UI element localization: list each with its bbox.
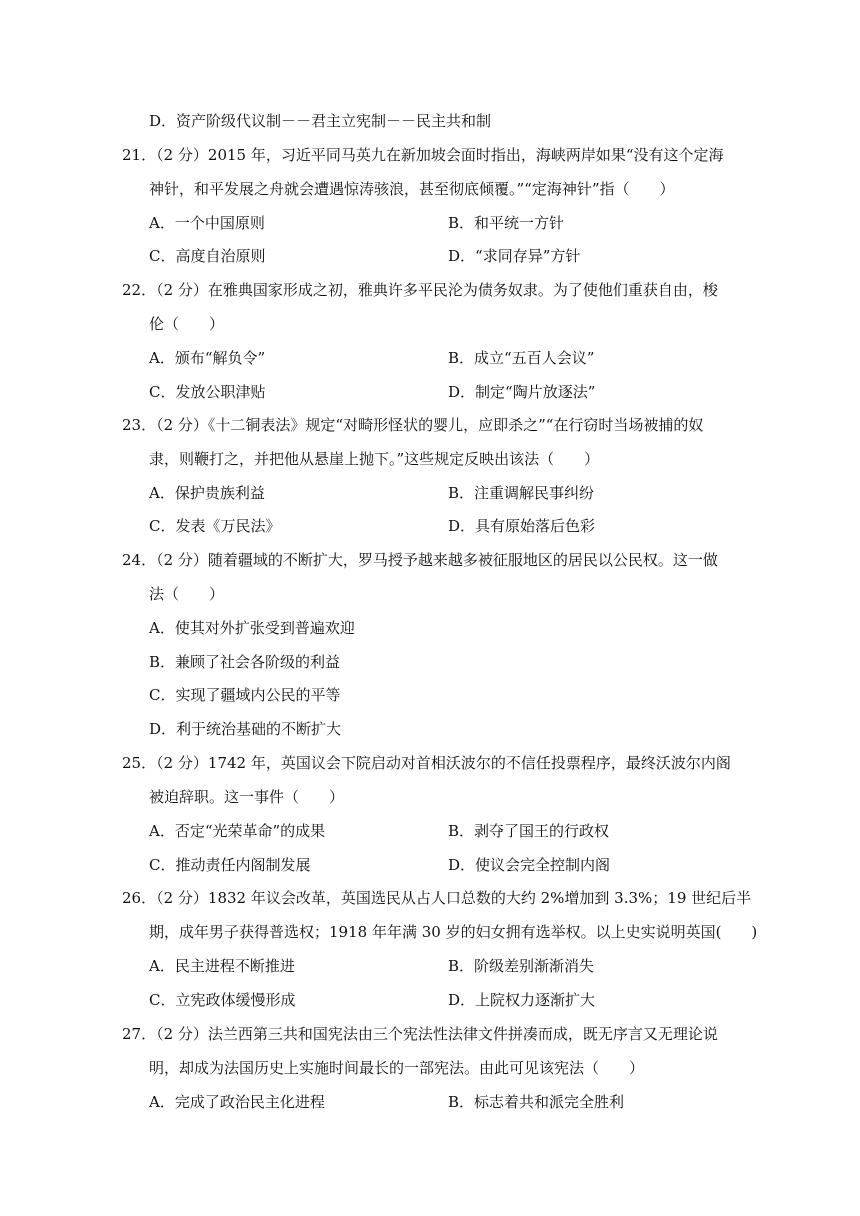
- q24-option-a: A．使其对外扩张受到普遍欢迎: [149, 619, 355, 637]
- q23-option-c: C．发表《万民法》: [149, 517, 281, 535]
- q24-option-c: C．实现了疆域内公民的平等: [149, 686, 341, 704]
- q25-option-a: A．否定“光荣革命”的成果: [149, 822, 326, 840]
- q21-option-d: D．“求同存异”方针: [448, 247, 581, 265]
- q22-option-d: D．制定“陶片放逐法”: [448, 383, 596, 401]
- q20-option-d: D．资产阶级代议制－－君主立宪制－－民主共和制: [149, 112, 492, 130]
- q22-stem-line-1: 22．（2 分）在雅典国家形成之初，雅典许多平民沦为债务奴隶。为了使他们重获自由，梭: [122, 281, 718, 299]
- q23-stem-line-2: 隶，则鞭打之，并把他从悬崖上抛下。”这些规定反映出该法（ ）: [149, 450, 600, 468]
- q22-stem-line-2: 伦（ ）: [149, 315, 225, 333]
- q26-option-b: B．阶级差别渐渐消失: [448, 957, 595, 975]
- q22-option-b: B．成立“五百人会议”: [448, 349, 595, 367]
- q27-stem-line-2: 明，却成为法国历史上实施时间最长的一部宪法。由此可见该宪法（ ）: [149, 1059, 645, 1077]
- q26-stem-line-2: 期，成年男子获得普选权；1918 年年满 30 岁的妇女拥有选举权。以上史实说明英国( ): [149, 923, 758, 941]
- q21-stem-line-2: 神针，和平发展之舟就会遭遇惊涛骇浪，甚至彻底倾覆。”“定海神针”指（ ）: [149, 180, 675, 198]
- q25-stem-line-2: 被迫辞职。这一事件（ ）: [149, 788, 345, 806]
- q26-option-c: C．立宪政体缓慢形成: [149, 991, 296, 1009]
- q23-option-a: A．保护贵族利益: [149, 484, 265, 502]
- q24-stem-line-2: 法（ ）: [149, 585, 225, 603]
- q27-stem-line-1: 27．（2 分）法兰西第三共和国宪法由三个宪法性法律文件拼凑而成，既无序言又无理论说: [122, 1025, 718, 1043]
- q25-option-c: C．推动责任内阁制发展: [149, 856, 311, 874]
- q22-option-c: C．发放公职津贴: [149, 383, 266, 401]
- q21-option-b: B．和平统一方针: [448, 214, 565, 232]
- q25-option-d: D．使议会完全控制内阁: [448, 856, 611, 874]
- q25-stem-line-1: 25．（2 分）1742 年，英国议会下院启动对首相沃波尔的不信任投票程序，最终沃波尔内阁: [122, 754, 731, 772]
- q27-option-a: A．完成了政治民主化进程: [149, 1093, 325, 1111]
- q22-option-a: A．颁布“解负令”: [149, 349, 266, 367]
- q26-option-a: A．民主进程不断推进: [149, 957, 295, 975]
- q24-option-b: B．兼顾了社会各阶级的利益: [149, 653, 341, 671]
- q21-option-c: C．高度自治原则: [149, 247, 266, 265]
- q21-option-a: A．一个中国原则: [149, 214, 265, 232]
- q23-option-d: D．具有原始落后色彩: [448, 517, 596, 535]
- q21-stem-line-1: 21．（2 分）2015 年，习近平同马英九在新加坡会面时指出，海峡两岸如果“没有这个定海: [122, 146, 724, 164]
- q25-option-b: B．剥夺了国王的行政权: [448, 822, 610, 840]
- q24-option-d: D．利于统治基础的不断扩大: [149, 720, 342, 738]
- q24-stem-line-1: 24．（2 分）随着疆域的不断扩大，罗马授予越来越多被征服地区的居民以公民权。这一做: [122, 551, 718, 569]
- q23-stem-line-1: 23．（2 分）《十二铜表法》规定“对畸形怪状的婴儿，应即杀之”“在行窃时当场被捕的奴: [122, 416, 704, 434]
- q26-option-d: D．上院权力逐渐扩大: [448, 991, 596, 1009]
- q27-option-b: B．标志着共和派完全胜利: [448, 1093, 625, 1111]
- q23-option-b: B．注重调解民事纠纷: [448, 484, 595, 502]
- q26-stem-line-1: 26．（2 分）1832 年议会改革，英国选民从占人口总数的大约 2%增加到 3.3%；19 世纪后半: [122, 889, 752, 907]
